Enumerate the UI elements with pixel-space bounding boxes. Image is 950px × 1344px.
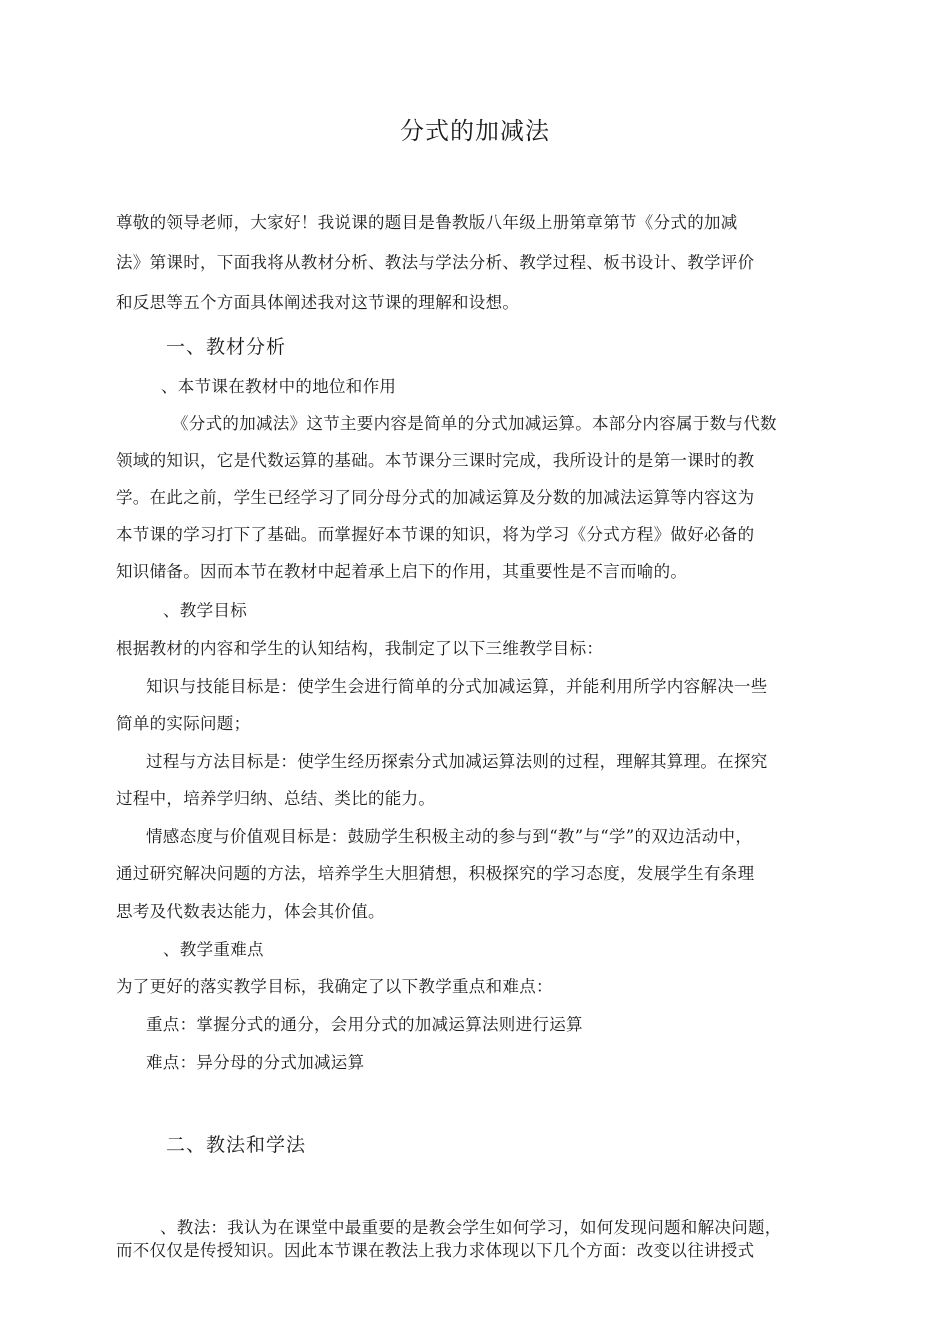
subsection-heading: 、教学重难点 [163, 940, 264, 959]
paragraph-line: 根据教材的内容和学生的认知结构，我制定了以下三维教学目标： [116, 639, 604, 658]
paragraph-line: 本节课的学习打下了基础。而掌握好本节课的知识，将为学习《分式方程》做好必备的 [116, 525, 755, 544]
intro-line: 法》第课时，下面我将从教材分析、教法与学法分析、教学过程、板书设计、教学评价 [116, 253, 755, 272]
section-heading-2: 二、教法和学法 [166, 1134, 307, 1156]
document-title: 分式的加减法 [400, 117, 550, 145]
paragraph-line: 情感态度与价值观目标是：鼓励学生积极主动的参与到“教”与“学”的双边活动中， [146, 827, 753, 846]
paragraph-line: 思考及代数表达能力，体会其价值。 [116, 902, 385, 921]
subsection-heading: 、本节课在教材中的地位和作用 [161, 377, 397, 396]
subsection-heading: 、教学目标 [163, 601, 247, 620]
paragraph-line: 、教法：我认为在课堂中最重要的是教会学生如何学习，如何发现问题和解决问题， [160, 1218, 782, 1237]
paragraph-line: 重点：掌握分式的通分，会用分式的加减运算法则进行运算 [146, 1015, 583, 1034]
paragraph-line: 知识储备。因而本节在教材中起着承上启下的作用，其重要性是不言而喻的。 [116, 562, 688, 581]
intro-line: 和反思等五个方面具体阐述我对这节课的理解和设想。 [116, 293, 520, 312]
paragraph-line: 学。在此之前，学生已经学习了同分母分式的加减运算及分数的加减法运算等内容这为 [116, 488, 755, 507]
paragraph-line: 简单的实际问题； [116, 714, 251, 733]
paragraph-line: 而不仅仅是传授知识。因此本节课在教法上我力求体现以下几个方面：改变以往讲授式 [116, 1241, 755, 1260]
paragraph-line: 知识与技能目标是：使学生会进行简单的分式加减运算，并能利用所学内容解决一些 [146, 677, 768, 696]
intro-line: 尊敬的领导老师，大家好！我说课的题目是鲁教版八年级上册第章第节《分式的加减 [116, 213, 738, 232]
paragraph-line: 难点：异分母的分式加减运算 [146, 1053, 365, 1072]
section-heading-1: 一、教材分析 [166, 336, 287, 358]
paragraph-line: 通过研究解决问题的方法，培养学生大胆猜想，积极探究的学习态度，发展学生有条理 [116, 864, 755, 883]
paragraph-line: 为了更好的落实教学目标，我确定了以下教学重点和难点： [116, 977, 553, 996]
paragraph-line: 《分式的加减法》这节主要内容是简单的分式加减运算。本部分内容属于数与代数 [172, 414, 777, 433]
paragraph-line: 过程与方法目标是：使学生经历探索分式加减运算法则的过程，理解其算理。在探究 [146, 752, 768, 771]
paragraph-line: 领域的知识，它是代数运算的基础。本节课分三课时完成，我所设计的是第一课时的教 [116, 451, 755, 470]
paragraph-line: 过程中，培养学归纳、总结、类比的能力。 [116, 789, 436, 808]
